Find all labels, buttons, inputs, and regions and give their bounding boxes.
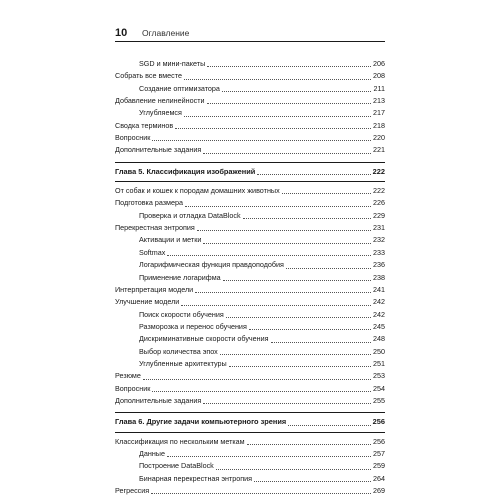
toc-entry-title: Построение DataBlock (139, 461, 214, 471)
toc-entry-page: 259 (373, 461, 385, 471)
toc-entry[interactable] (115, 358, 385, 370)
toc-entry-title: Активации и метки (139, 235, 202, 245)
toc-entry-page: 211 (373, 83, 385, 93)
toc-entry[interactable] (115, 144, 385, 156)
leader-dots (249, 323, 371, 330)
leader-dots (203, 397, 371, 404)
toc-entry-title: Углубленные архитектуры (139, 358, 227, 368)
toc-entry-page: 217 (373, 108, 385, 118)
toc-entry-title: Улучшение модели (115, 297, 180, 307)
toc-entry[interactable] (115, 333, 385, 345)
running-header (115, 27, 385, 42)
leader-dots (184, 110, 371, 117)
toc-entry[interactable] (115, 296, 385, 308)
leader-dots (197, 224, 371, 231)
toc-entry-title: Применение логарифма (139, 272, 221, 282)
leader-dots (254, 475, 371, 482)
toc-entry[interactable] (115, 448, 385, 460)
leader-dots (288, 419, 370, 426)
toc-entry-title: Логарифмическая функция правдоподобия (139, 260, 284, 270)
toc-entry[interactable] (115, 95, 385, 107)
leader-dots (207, 60, 371, 67)
leader-dots (167, 249, 371, 256)
leader-dots (247, 438, 371, 445)
leader-dots (243, 212, 371, 219)
leader-dots (223, 274, 371, 281)
toc-entry[interactable] (115, 234, 385, 246)
toc-entry-page: 248 (373, 334, 385, 344)
toc-entry-page: 256 (373, 436, 385, 446)
toc-chapter-title: Глава 5. Классификация изображений (115, 166, 256, 176)
toc-entry-page: 257 (373, 448, 385, 458)
page-number: 10 (115, 27, 128, 39)
toc-entry[interactable] (115, 395, 385, 407)
toc-entry-page: 255 (373, 395, 385, 405)
toc-entry[interactable] (115, 222, 385, 234)
toc-entry[interactable] (115, 309, 385, 321)
toc-entry-title: Softmax (139, 247, 166, 257)
toc-entry-title: Бинарная перекрестная энтропия (139, 473, 253, 483)
running-header-title: Оглавление (142, 28, 190, 38)
toc-entry-title: Интерпретация модели (115, 284, 194, 294)
toc-entry[interactable] (115, 83, 385, 95)
toc-entry-page: 251 (373, 358, 385, 368)
leader-dots (282, 187, 371, 194)
toc-entry-title: Регрессия (115, 486, 150, 495)
toc-entry[interactable] (115, 185, 385, 197)
toc-entry[interactable] (115, 370, 385, 382)
toc-entry-title: Дополнительные задания (115, 145, 202, 155)
chapter-rule (115, 412, 385, 413)
leader-dots (286, 262, 371, 269)
table-of-contents (115, 58, 385, 497)
leader-dots (271, 336, 371, 343)
toc-entry-title: Создание оптимизатора (139, 83, 220, 93)
leader-dots (257, 168, 370, 175)
toc-entry-page: 242 (373, 309, 385, 319)
toc-entry-title: SGD и мини-пакеты (139, 59, 206, 68)
toc-entry[interactable] (115, 383, 385, 395)
leader-dots (152, 134, 371, 141)
toc-entry-title: Подготовка размера (115, 198, 183, 208)
toc-entry-page: 218 (373, 120, 385, 130)
leader-dots (216, 463, 371, 470)
toc-entry[interactable] (115, 132, 385, 144)
toc-entry-page: 220 (373, 133, 385, 143)
leader-dots (151, 487, 371, 494)
toc-entry-title: Проверка и отладка DataBlock (139, 210, 241, 220)
toc-entry-title: Углубляемся (139, 108, 182, 118)
toc-entry-page: 264 (373, 473, 385, 483)
toc-entry[interactable] (115, 210, 385, 222)
toc-entry[interactable] (115, 436, 385, 448)
chapter-rule (115, 181, 385, 182)
toc-entry-page: 233 (373, 247, 385, 257)
leader-dots (220, 348, 371, 355)
toc-entry[interactable] (115, 284, 385, 296)
toc-entry[interactable] (115, 247, 385, 259)
chapter-rule (115, 432, 385, 433)
toc-entry[interactable] (115, 197, 385, 209)
leader-dots (152, 385, 371, 392)
toc-entry-title: Вопросник (115, 383, 151, 393)
toc-entry-title: Собрать все вместе (115, 71, 182, 81)
leader-dots (195, 286, 371, 293)
toc-entry-title: Резюме (115, 371, 141, 381)
toc-entry-page: 254 (373, 383, 385, 393)
toc-entry-title: Выбор количества эпох (139, 346, 218, 356)
toc-entry-title: Классификация по нескольким меткам (115, 436, 245, 446)
leader-dots (167, 450, 371, 457)
toc-entry-page: 242 (373, 297, 385, 307)
leader-dots (207, 97, 371, 104)
toc-entry[interactable] (115, 107, 385, 119)
toc-entry[interactable] (115, 272, 385, 284)
toc-entry-page: 250 (373, 346, 385, 356)
toc-entry-page: 269 (373, 486, 385, 495)
toc-chapter[interactable] (115, 166, 385, 178)
toc-entry-page: 208 (373, 71, 385, 81)
toc-entry-page: 245 (373, 321, 385, 331)
toc-entry[interactable] (115, 58, 385, 70)
toc-entry[interactable] (115, 321, 385, 333)
leader-dots (175, 122, 371, 129)
toc-entry-page: 229 (373, 210, 385, 220)
leader-dots (222, 85, 371, 92)
toc-entry-page: 241 (373, 284, 385, 294)
leader-dots (229, 360, 371, 367)
toc-chapter-page: 256 (372, 417, 385, 427)
toc-entry-page: 222 (373, 186, 385, 196)
toc-entry-title: Дополнительные задания (115, 395, 202, 405)
toc-entry-title: Поиск скорости обучения (139, 309, 224, 319)
leader-dots (185, 200, 371, 207)
toc-entry[interactable] (115, 346, 385, 358)
toc-entry-page: 236 (373, 260, 385, 270)
toc-entry[interactable] (115, 460, 385, 472)
toc-entry-title: Дискриминативные скорости обучения (139, 334, 269, 344)
toc-entry-page: 213 (373, 96, 385, 106)
toc-entry-title: От собак и кошек к породам домашних животных (115, 186, 280, 196)
toc-chapter-page: 222 (372, 166, 385, 176)
toc-entry-page: 253 (373, 371, 385, 381)
leader-dots (184, 73, 371, 80)
toc-entry-title: Данные (139, 448, 165, 458)
toc-entry-page: 232 (373, 235, 385, 245)
toc-chapter-title: Глава 6. Другие задачи компьютерного зрения (115, 417, 287, 427)
chapter-rule (115, 162, 385, 163)
toc-entry-title: Разморозка и перенос обучения (139, 321, 247, 331)
toc-entry-page: 226 (373, 198, 385, 208)
toc-entry-title: Добавление нелинейности (115, 96, 205, 106)
section-gap (115, 157, 385, 159)
leader-dots (203, 147, 371, 154)
toc-entry[interactable] (115, 485, 385, 497)
leader-dots (143, 373, 371, 380)
toc-entry-title: Перекрестная энтропия (115, 223, 195, 233)
section-gap (115, 407, 385, 409)
toc-entry-title: Вопросник (115, 133, 151, 143)
toc-entry-page: 221 (373, 145, 385, 155)
toc-entry-page: 238 (373, 272, 385, 282)
toc-entry-page: 231 (373, 223, 385, 233)
toc-entry[interactable] (115, 120, 385, 132)
leader-dots (226, 311, 371, 318)
toc-entry[interactable] (115, 70, 385, 82)
toc-entry[interactable] (115, 259, 385, 271)
leader-dots (203, 237, 371, 244)
toc-chapter[interactable] (115, 416, 385, 428)
leader-dots (181, 299, 371, 306)
toc-entry-title: Сводка терминов (115, 120, 174, 130)
toc-entry[interactable] (115, 473, 385, 485)
toc-entry-page: 206 (373, 59, 385, 68)
